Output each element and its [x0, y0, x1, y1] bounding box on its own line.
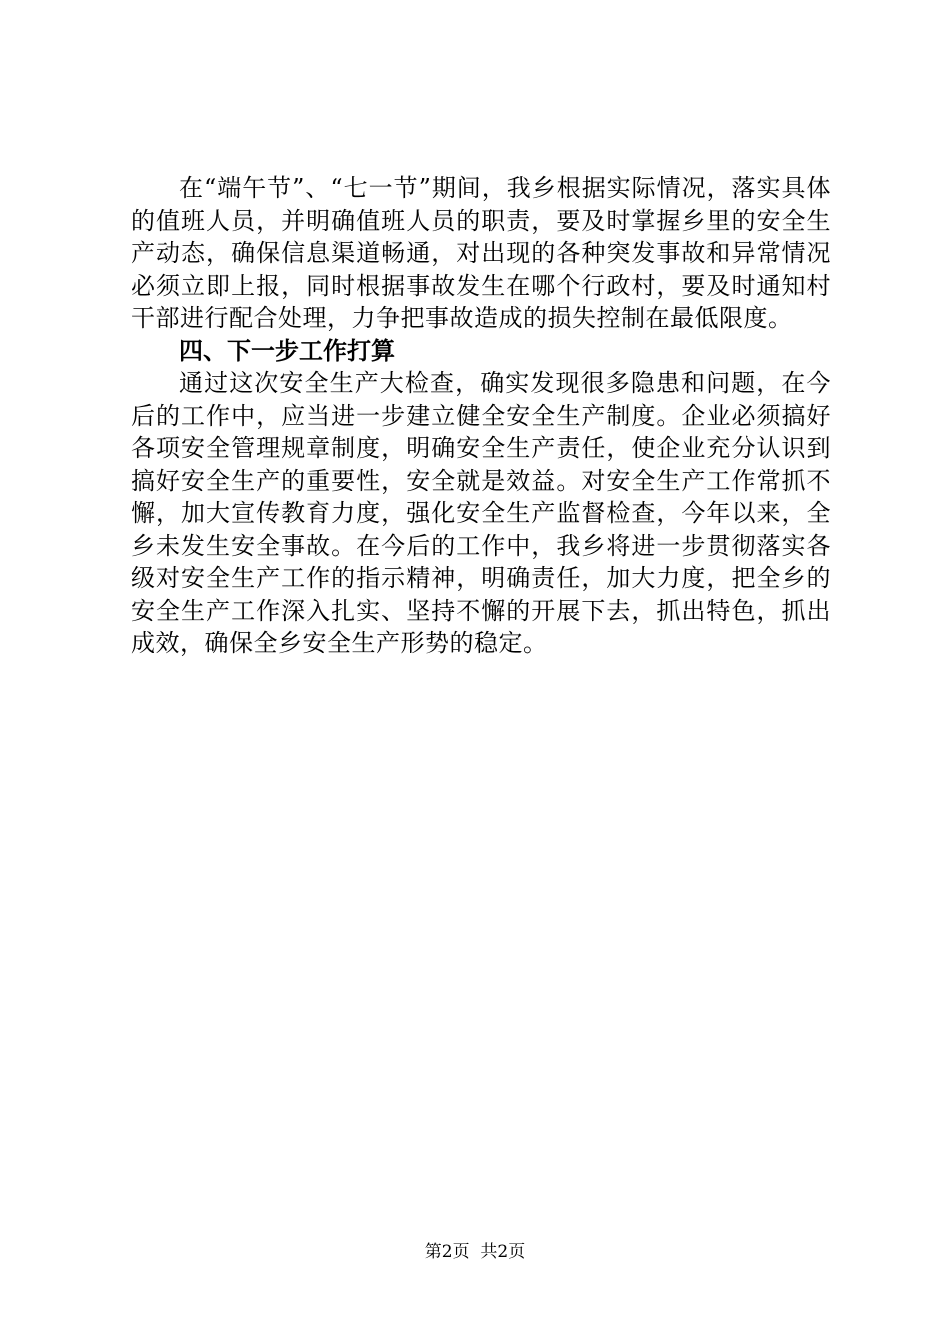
section-heading-next-steps: 四、下一步工作打算	[179, 336, 395, 365]
page-footer	[0, 1241, 950, 1263]
page-number: 第2页	[424, 1242, 470, 1262]
paragraph-next-steps: 通过这次安全生产大检查，确实发现很多隐患和问题，在今后的工作中，应当进一步建立健全安全生产制度。企业必须搞好各项安全管理规章制度，明确安全生产责任，使企业充分认识到搞好安全生产的重要性，安全就是效益。对安全生产工作常抓不懈，加大宣传教育力度，强化安全生产监督检查，今年以来，全乡未发生安全事故。在今后的工作中，我乡将进一步贯彻落实各级对安全生产工作的指示精神，明确责任，加大力度，把全乡的安全生产工作深入扎实、坚持不懈的开展下去，抓出特色，抓出成效，确保全乡安全生产形势的稳定。	[131, 369, 831, 657]
paragraph-duty-arrangement: 在“端午节”、“七一节”期间，我乡根据实际情况，落实具体的值班人员，并明确值班人员的职责，要及时掌握乡里的安全生产动态，确保信息渠道畅通，对出现的各种突发事故和异常情况必须立即上报，同时根据事故发生在哪个行政村，要及时通知村干部进行配合处理，力争把事故造成的损失控制在最低限度。	[131, 174, 831, 332]
document-body	[131, 172, 831, 660]
page-total: 共2页	[480, 1242, 526, 1262]
